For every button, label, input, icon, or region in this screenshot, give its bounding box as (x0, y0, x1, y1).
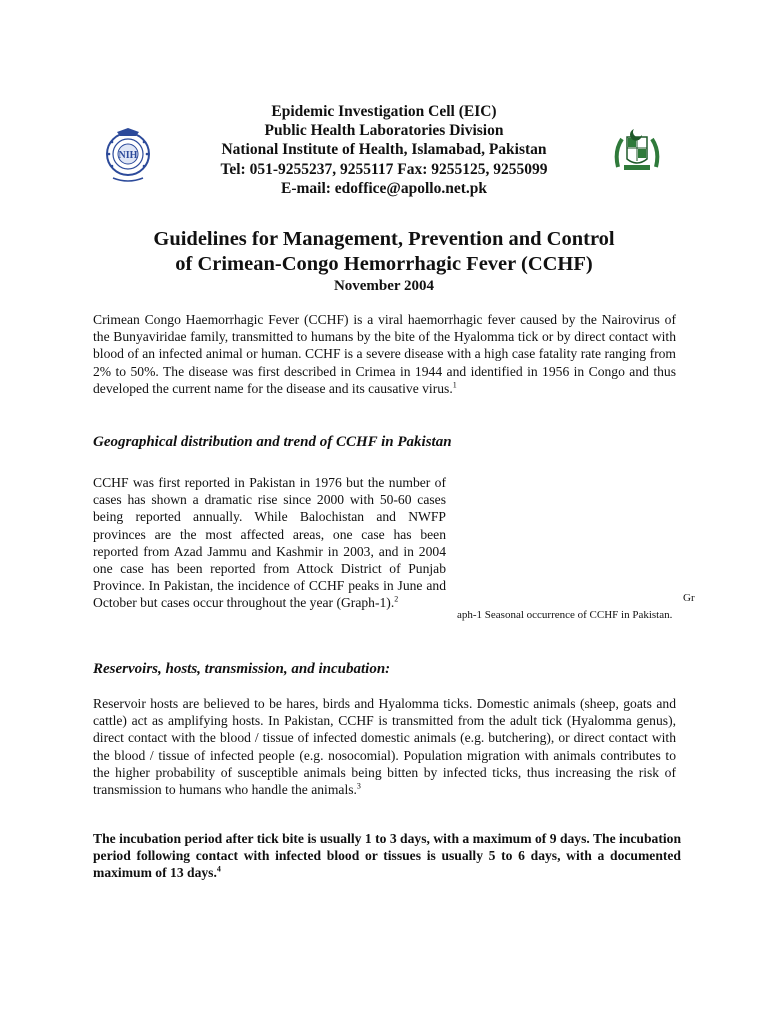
header-line-institute: National Institute of Health, Islamabad, Pakistan (221, 141, 547, 159)
graph-caption: aph-1 Seasonal occurrence of CCHF in Pakistan. (457, 609, 673, 621)
title-line-1: Guidelines for Management, Prevention and Control (153, 228, 615, 250)
intro-reference: 1 (452, 380, 457, 390)
pakistan-emblem-logo (612, 127, 662, 171)
header-line-email: E-mail: edoffice@apollo.net.pk (280, 179, 487, 197)
svg-text:NIH: NIH (118, 150, 138, 161)
intro-paragraph (93, 311, 676, 397)
document-date: November 2004 (333, 278, 435, 294)
geography-heading: Geographical distribution and trend of CCHF in Pakistan (93, 434, 452, 450)
header-line-eic: Epidemic Investigation Cell (EIC) (271, 103, 497, 120)
reservoirs-heading: Reservoirs, hosts, transmission, and incubation: (93, 661, 391, 677)
geography-reference: 2 (394, 594, 399, 604)
incubation-paragraph (93, 830, 681, 882)
geography-text: CCHF was first reported in Pakistan in 1976 but the number of cases has shown a dramatic rise since 2000 with 50-60 cases being reported annually. While Balochistan and NWFP provinces are the most affected areas, one case has been reported from Azad Jammu and Kashmir in 2003, and in 2004 one case has been reported from Attock District of Punjab Province. In Pakistan, the incidence of CCHF peaks in June and October but cases occur throughout the year (Graph-1). (93, 475, 446, 611)
header-line-phone: Tel: 051-9255237, 9255117 Fax: 9255125, 9255099 (220, 160, 548, 178)
geography-paragraph (93, 474, 446, 612)
title-line-2: of Crimean-Congo Hemorrhagic Fever (CCHF) (175, 253, 593, 275)
incubation-reference: 4 (216, 864, 221, 874)
intro-text: Crimean Congo Haemorrhagic Fever (CCHF) is a viral haemorrhagic fever caused by the Nairovirus of the Bunyaviridae family, transmitted to humans by the bite of the Hyalomma tick or by direct contact with blood of an infected animal or human. CCHF is a severe disease with a high case fatality rate ranging from 2% to 50%. The disease was first described in Crimea in 1944 and identified in 1956 in Congo and thus developed the current name for the disease and its causative virus. (93, 312, 676, 396)
incubation-text: The incubation period after tick bite is usually 1 to 3 days, with a maximum of 9 days. The incubation period following contact with infected blood or tissues is usually 5 to 6 days, with a documented maximum of 13 days. (93, 831, 681, 881)
header-line-division: Public Health Laboratories Division (264, 122, 504, 140)
institution-header (160, 102, 608, 198)
graph-caption-fragment: Gr (683, 592, 695, 604)
reservoirs-reference: 3 (356, 781, 361, 791)
document-title (90, 227, 678, 277)
nih-emblem-logo (103, 128, 153, 184)
reservoirs-text: Reservoir hosts are believed to be hares, birds and Hyalomma ticks. Domestic animals (sheep, goats and cattle) act as amplifying hosts. In Pakistan, CCHF is transmitted from the adult tick (Hyalomma genus), direct contact with the blood / tissue of infected domestic animals (e.g. butchering), or direct contact with the blood / tissue of infected people (e.g. nosocomial). Population migration with animals contributes to the higher probability of susceptible animals being bitten by infected ticks, thus increasing the risk of transmission to humans who handle the animals. (93, 696, 676, 798)
reservoirs-paragraph (93, 695, 676, 798)
